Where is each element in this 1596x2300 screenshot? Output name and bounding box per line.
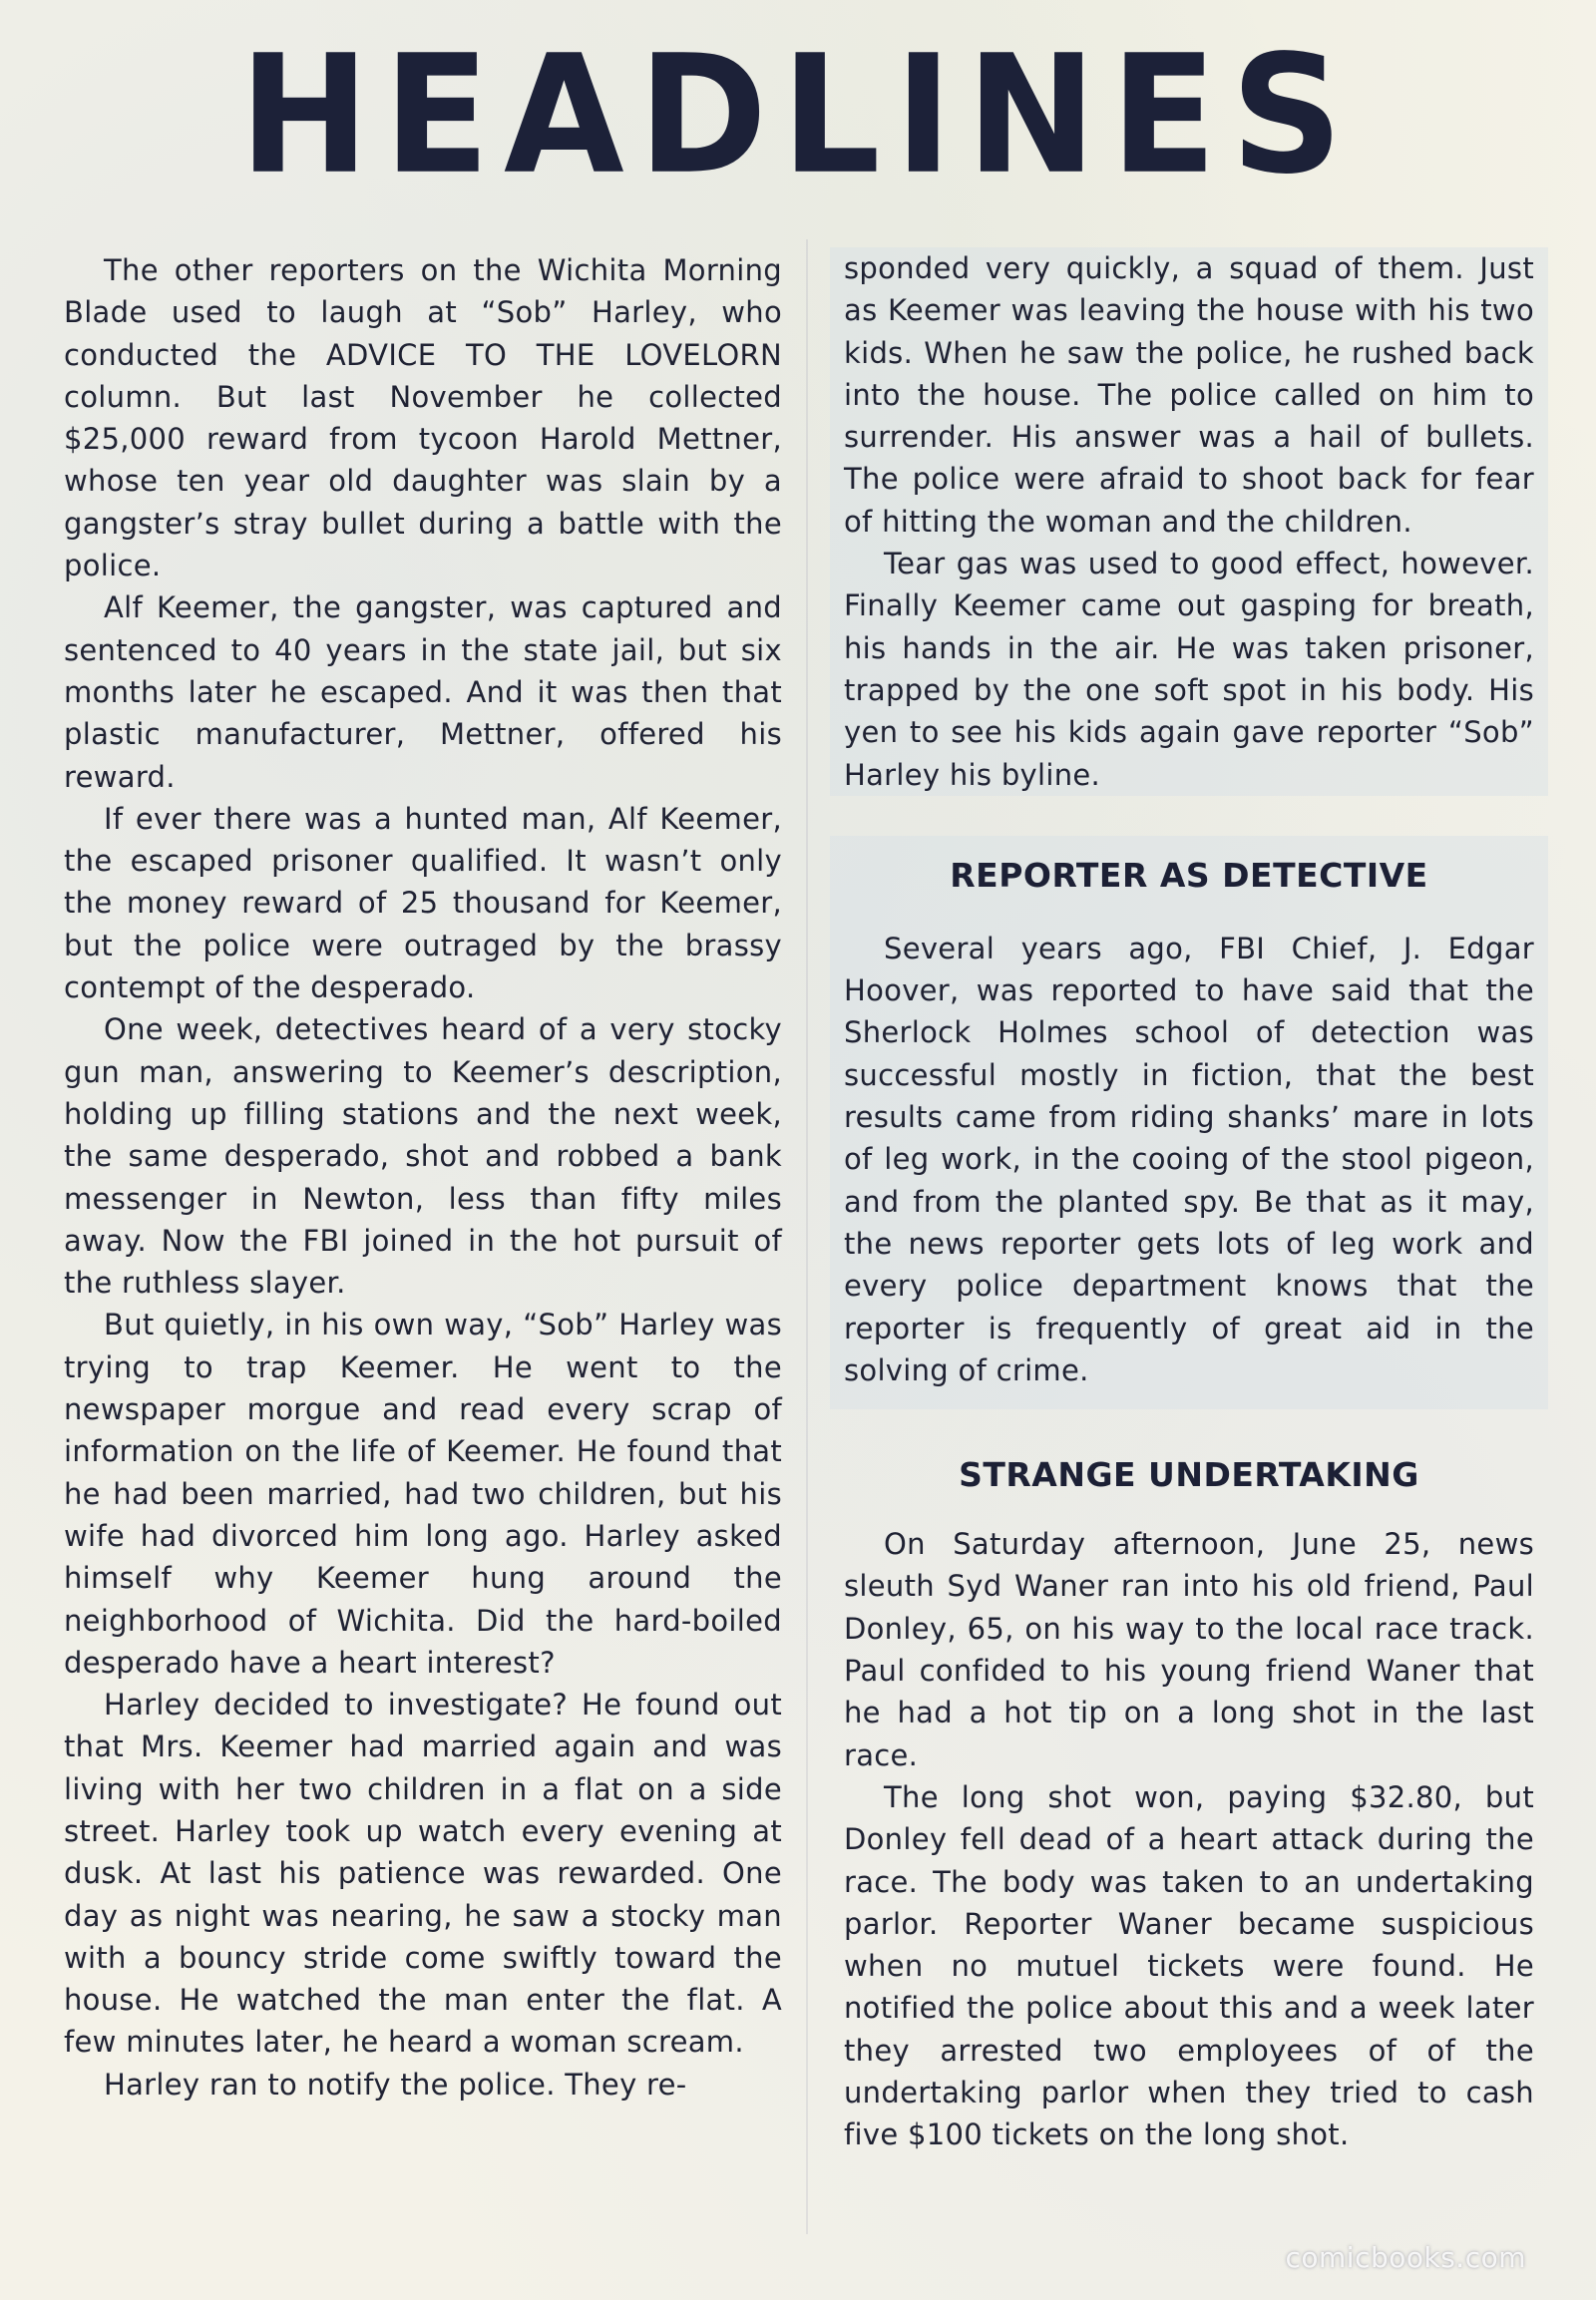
left-column [64, 249, 782, 2106]
section-heading: STRANGE UNDERTAKING [959, 1455, 1419, 1495]
section-reporter-as-detective [830, 836, 1548, 1409]
right-column [830, 247, 1548, 2156]
section-heading: REPORTER AS DETECTIVE [950, 855, 1428, 895]
article-paragraph: The other reporters on the Wichita Morning Blade used to laugh at “Sob” Harley, who conducted the ADVICE TO THE LOVELORN column. But last November he collected $25,000 reward from tycoon Harold Mettner, whose ten year old daughter was slain by a gangster’s stray bullet during a battle with the police. [64, 253, 782, 583]
article-paragraph: One week, detectives heard of a very stocky gun man, answering to Keemer’s description, holding up filling stations and the next week, the same desperado, shot and robbed a bank messenger in Newton, less than fifty miles away. Now the FBI joined in the hot pursuit of the ruthless slayer. [64, 1012, 782, 1301]
article-paragraph: Harley decided to investigate? He found out that Mrs. Keemer had married again and was living with her two children in a flat on a side street. Harley took up watch every evening at dusk. At last his patience was rewarded. One day as night was nearing, he saw a stocky man with a bouncy stride come swiftly toward the house. He watched the man enter the flat. A few minutes later, he heard a woman scream. [64, 1688, 782, 2060]
article-paragraph: Alf Keemer, the gangster, was captured and sentenced to 40 years in the state jail, but six months later he escaped. And it was then that plastic manufacturer, Mettner, offered his reward. [64, 590, 782, 794]
article-paragraph: Harley ran to notify the police. They re- [104, 2067, 687, 2102]
article-paragraph: But quietly, in his own way, “Sob” Harley was trying to trap Keemer. He went to the newspaper morgue and read every scrap of information on the life of Keemer. He found that he had been married, had two children, but his wife had divorced him long ago. Harley asked himself why Keemer hung around the neighborhood of Wichita. Did the hard-boiled desperado have a heart interest? [64, 1308, 782, 1680]
article-paragraph: Tear gas was used to good effect, however. Finally Keemer came out gasping for breath, his hands in the air. He was taken prisoner, trapped by the one soft spot in his body. His yen to see his kids again gave reporter “Sob” Harley his byline. [844, 547, 1534, 792]
masthead [0, 20, 1596, 209]
article-paragraph: On Saturday afternoon, June 25, news sleuth Syd Waner ran into his old friend, Paul Donley, 65, on his way to the local race track. Paul confided to his young friend Waner that he had a hot tip on a long shot in the last race. [844, 1527, 1534, 1772]
article-paragraph: Several years ago, FBI Chief, J. Edgar Hoover, was reported to have said that the Sherlock Holmes school of detection was successful mostly in fiction, that the best results came from riding shanks’ mare in lots of leg work, in the cooing of the stool pigeon, and from the planted spy. Be that as it may, the news reporter gets lots of leg work and every police department knows that the reporter is frequently of great aid in the solving of crime. [844, 931, 1534, 1387]
article-paragraph: The long shot won, paying $32.80, but Donley fell dead of a heart attack during the race. The body was taken to an undertaking parlor. Reporter Waner became suspicious when no mutuel tickets were found. He notified the police about this and a week later they arrested two employees of of the undertaking parlor when they tried to cash five $100 tickets on the long shot. [844, 1779, 1534, 2152]
article-paragraph: If ever there was a hunted man, Alf Keemer, the escaped prisoner qualified. It wasn’t only the money reward of 25 thousand for Keemer, but the police were outraged by the brassy contempt of the desperado. [64, 801, 782, 1005]
masthead-title: HEADLINES [238, 19, 1358, 210]
article-paragraph: sponded very quickly, a squad of them. Just as Keemer was leaving the house with his two kids. When he saw the police, he rushed back into the house. The police called on him to surrender. His answer was a hail of bullets. The police were afraid to shoot back for fear of hitting the woman and the children. [844, 251, 1534, 539]
site-watermark: comicbooks.com [1285, 2241, 1526, 2274]
section-strange-undertaking [830, 1453, 1548, 2155]
continuation-block [830, 247, 1548, 796]
column-divider [806, 239, 808, 2234]
